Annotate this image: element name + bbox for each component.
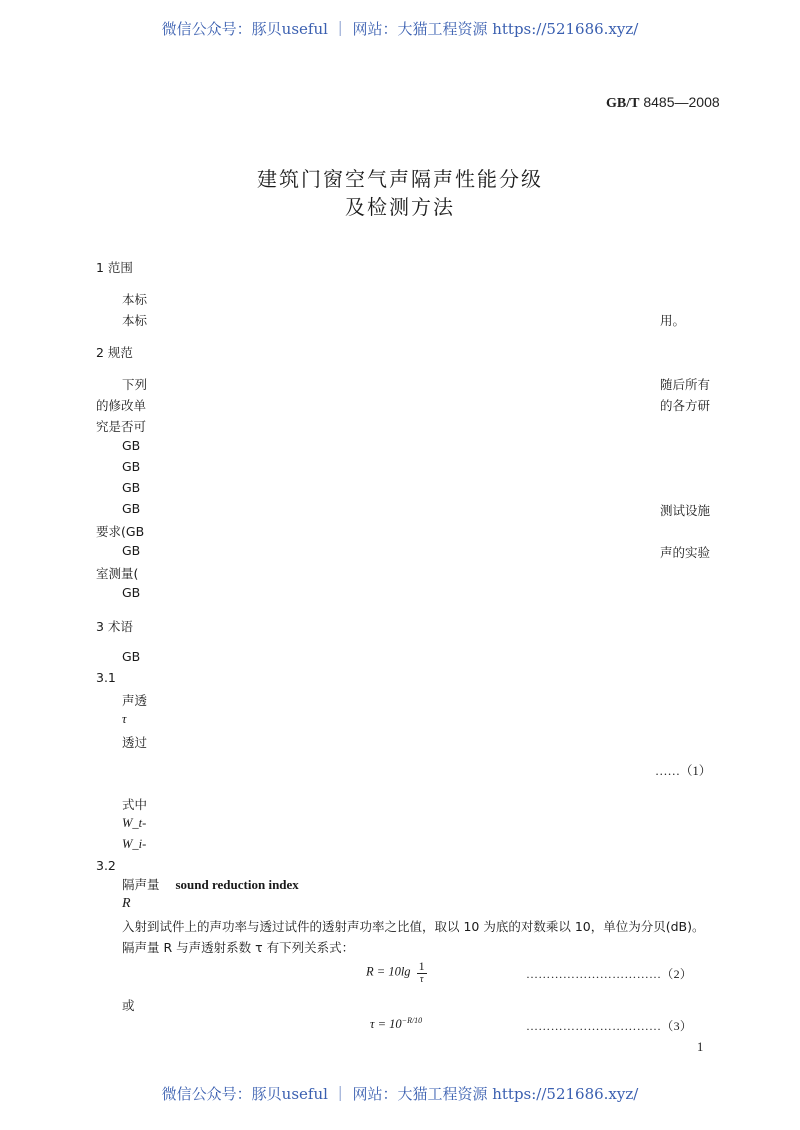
frag-line: 要求(GB (96, 524, 145, 539)
frag-line: τ (122, 712, 127, 726)
equation-2-fraction (417, 960, 427, 985)
frag-line: W_t- (122, 816, 147, 830)
frag-line: 本标 (122, 292, 148, 307)
frag-line: 声透 (122, 693, 148, 708)
equation-1-label: ……（1） (655, 764, 712, 778)
equation-2-lhs: R = 10lg (366, 964, 411, 979)
frag-line: GB (122, 649, 141, 664)
clause-3-2-number: 3.2 (96, 858, 116, 873)
term-definition: 入射到试件上的声功率与透过试件的透射声功率之比值，取以 10 为底的对数乘以 10，单位为分贝(dB)。 (122, 919, 705, 934)
frag-section-1: 1 范围 (96, 260, 133, 275)
frag-section-3: 3 术语 (96, 619, 133, 634)
frag-line: 下列 (122, 377, 148, 392)
frag-line: 究是否可 (96, 419, 147, 434)
frag-line: 透过 (122, 735, 148, 750)
frag-right: 的各方研 (660, 398, 711, 413)
term-heading (122, 875, 299, 893)
standard-code: 8485—2008 (643, 94, 720, 110)
equation-2-denominator: τ (419, 974, 424, 985)
frag-section-2: 2 规范 (96, 345, 133, 360)
frag-line: 式中 (122, 797, 148, 812)
term-symbol: R (122, 896, 131, 911)
equation-2-numerator: 1 (418, 959, 425, 973)
equation-3-lhs: τ = 10 (370, 1017, 402, 1032)
frag-line: 本标 (122, 313, 148, 328)
document-title-line2: 及检测方法 (345, 195, 455, 219)
equation-2 (366, 960, 427, 985)
frag-line: GB (122, 459, 141, 474)
frag-line: GB (122, 543, 141, 558)
frag-line: GB (122, 501, 141, 516)
page-number: 1 (697, 1040, 704, 1054)
term-chinese: 隔声量 (122, 877, 160, 892)
equation-2-label: ……………………………（2） (526, 967, 693, 981)
equation-3-exponent: −R/10 (401, 1016, 423, 1025)
term-english: sound reduction index (175, 877, 299, 892)
frag-line: GB (122, 438, 141, 453)
frag-line: GB (122, 480, 141, 495)
standard-number (606, 94, 720, 112)
frag-right: 随后所有 (660, 377, 711, 392)
frag-line: W_i- (122, 837, 147, 851)
document-title-line1: 建筑门窗空气声隔声性能分级 (257, 167, 543, 191)
watermark-top: 微信公众号：豚贝useful ｜ 网站：大猫工程资源 https://521686.xyz/ (161, 20, 639, 38)
watermark-bottom: 微信公众号：豚贝useful ｜ 网站：大猫工程资源 https://521686.xyz/ (161, 1085, 639, 1103)
frag-line: GB (122, 585, 141, 600)
frag-right: 声的实验 (660, 545, 711, 560)
or-text: 或 (122, 998, 135, 1013)
relation-text: 隔声量 R 与声透射系数 τ 有下列关系式： (122, 940, 355, 955)
frag-line: 室测量( (96, 566, 139, 581)
frag-clause-3-1: 3.1 (96, 670, 116, 685)
standard-prefix: GB/T (606, 96, 640, 111)
frag-right: 用。 (660, 313, 686, 328)
frag-line: 的修改单 (96, 398, 147, 413)
frag-right: 测试设施 (660, 503, 711, 518)
equation-3 (370, 1016, 422, 1032)
equation-3-label: ……………………………（3） (526, 1019, 693, 1033)
